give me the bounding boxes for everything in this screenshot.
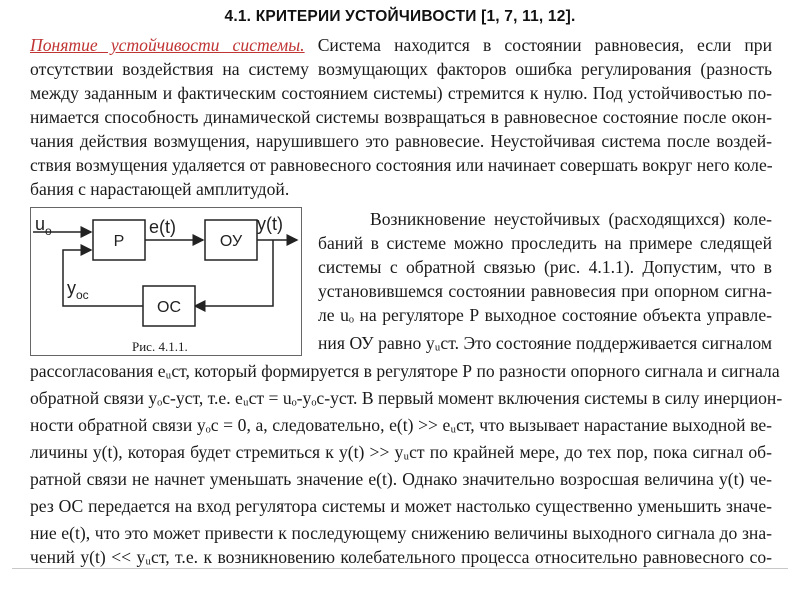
body-line: личины y(t), которая будет стремиться к y(t) >> yᵤcт по крайней мере, до тех пор, пока сигнал об- <box>30 442 772 462</box>
side-line: установившемся состоянии равновесия при опорном сигна- <box>318 281 772 301</box>
side-line: ле uₒ на регуляторе Р выходное состояние объекта управле- <box>318 305 772 325</box>
stability-term: Понятие устойчивости системы. <box>30 35 305 55</box>
intro-line: нимается способность динамической системы возвращаться в равновесное состояние после окон- <box>30 107 772 127</box>
side-line: ния ОУ равно yᵤcт. Это состояние поддерживается сигналом <box>318 333 772 353</box>
feedback-loop-diagram <box>31 208 301 355</box>
body-line: ние e(t), что это может привести к последующему снижению величины выходного сигнала до зна- <box>30 523 772 543</box>
input-signal-label: $u_o$ <box>35 214 52 238</box>
error-signal-label: e(t) <box>149 217 176 237</box>
body-line: рассогласования eᵤcт, который формируется в регуляторе Р по разности опорного сигнала и сигнала <box>30 361 780 381</box>
bottom-divider <box>12 568 788 569</box>
intro-line: ствия возмущения удаляется от равновесного состояния или начинает совершать вокруг него коле- <box>30 155 773 175</box>
side-line: Возникновение неустойчивых (расходящихся) коле- <box>370 209 772 229</box>
figure-caption: Рис. 4.1.1. <box>132 339 188 354</box>
body-line: ности обратной связи yₒc = 0, а, следовательно, e(t) >> eᵤcт, что вызывает нарастание выходной ве- <box>30 415 772 435</box>
block-diagram-figure <box>30 207 302 356</box>
body-line: рез ОС передается на вход регулятора системы и может настолько существенно уменьшить значе- <box>30 496 772 516</box>
intro-line: бания с нарастающей амплитудой. <box>30 179 290 199</box>
body-line: обратной связи yₒc-уст, т.е. eᵤcт = uₒ-yₒc-уст. В первый момент включения системы в силу инерцион- <box>30 388 783 408</box>
body-line: чений y(t) << yᵤcт, т.е. к возникновению колебательного процесса относительно равновесного со- <box>30 547 772 567</box>
body-line: ратной связи не начнет уменьшать значение e(t). Однако значительно возросшая величина y(t) че- <box>30 469 772 489</box>
side-line: системы с обратной связью (рис. 4.1.1). Допустим, что в <box>318 257 772 277</box>
intro-line: Понятие устойчивости системы. Система находится в состоянии равновесия, если при <box>30 35 773 55</box>
regulator-label: Р <box>113 233 125 250</box>
section-heading: 4.1. КРИТЕРИИ УСТОЙЧИВОСТИ [1, 7, 11, 12]. <box>224 8 576 25</box>
intro-line: чания действия возмущения, нарушившего это равновесие. Неустойчивая система после воздей- <box>30 131 772 151</box>
feedback-signal-label: $y_{ос}$ <box>67 278 89 302</box>
object-label: ОУ <box>219 233 243 250</box>
output-signal-label: y(t) <box>257 214 283 234</box>
feedback-label: ОС <box>157 299 181 316</box>
side-line: баний в системе можно проследить на примере следящей <box>318 233 772 253</box>
intro-line: между заданным и фактическим состоянием системы) стремится к нулю. Под устойчивостью по- <box>30 83 772 103</box>
intro-line: отсутствии воздействия на систему возмущающих факторов ошибка регулирования (разность <box>30 59 772 79</box>
